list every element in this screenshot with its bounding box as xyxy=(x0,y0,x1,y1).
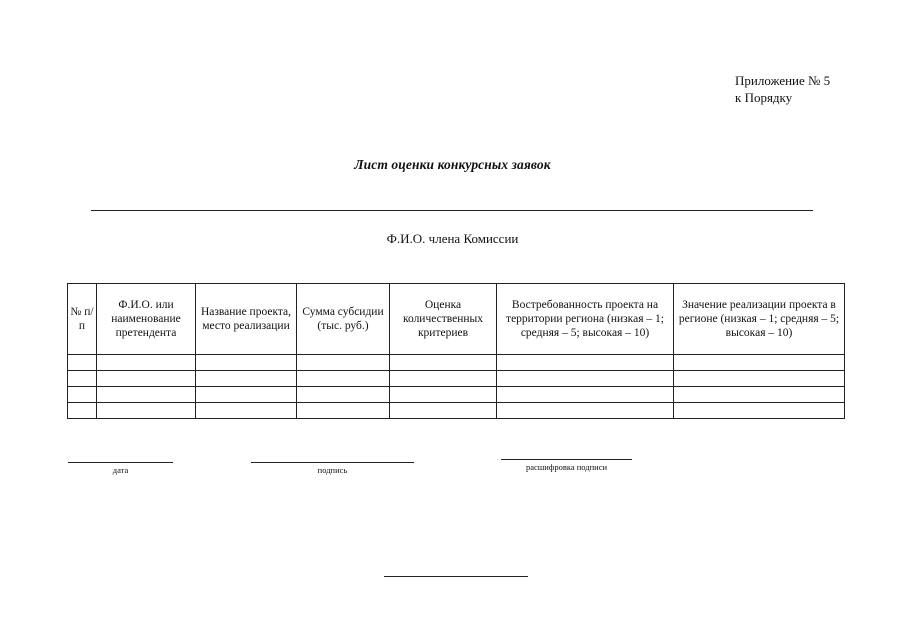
header-applicant: Ф.И.О. или наименование претендента xyxy=(97,284,196,355)
table-cell[interactable] xyxy=(297,387,390,403)
table-cell[interactable] xyxy=(497,403,674,419)
table-cell[interactable] xyxy=(297,403,390,419)
table-cell[interactable] xyxy=(196,403,297,419)
header-project-significance: Значение реализации проекта в регионе (низкая – 1; средняя – 5; высокая – 10) xyxy=(674,284,845,355)
signature-decryption-line[interactable] xyxy=(501,459,632,460)
table-cell[interactable] xyxy=(68,355,97,371)
table-cell[interactable] xyxy=(196,387,297,403)
commission-member-caption: Ф.И.О. члена Комиссии xyxy=(386,231,519,246)
date-signature-block xyxy=(68,462,173,475)
table-cell[interactable] xyxy=(497,371,674,387)
table-row xyxy=(68,355,845,371)
header-project-name: Название проекта, место реализации xyxy=(196,284,297,355)
table-cell[interactable] xyxy=(390,387,497,403)
table-row xyxy=(68,403,845,419)
table-cell[interactable] xyxy=(390,403,497,419)
date-caption: дата xyxy=(112,465,129,475)
bottom-separator-line xyxy=(384,576,528,577)
table-cell[interactable] xyxy=(497,387,674,403)
signature-decryption-caption: расшифровка подписи xyxy=(525,462,608,472)
signature-caption: подпись xyxy=(317,465,348,475)
table-cell[interactable] xyxy=(674,403,845,419)
commission-member-name-line xyxy=(91,210,813,211)
header-number: № п/ п xyxy=(68,284,97,355)
table-row xyxy=(68,387,845,403)
table-cell[interactable] xyxy=(674,387,845,403)
table-cell[interactable] xyxy=(196,355,297,371)
document-title: Лист оценки конкурсных заявок xyxy=(354,157,551,172)
table-cell[interactable] xyxy=(68,371,97,387)
table-cell[interactable] xyxy=(390,355,497,371)
table-body xyxy=(68,355,845,419)
table-cell[interactable] xyxy=(97,403,196,419)
table-cell[interactable] xyxy=(674,355,845,371)
date-line[interactable] xyxy=(68,462,173,463)
table-header-row xyxy=(68,284,845,355)
table-cell[interactable] xyxy=(97,355,196,371)
appendix-procedure: к Порядку xyxy=(735,90,793,105)
table-cell[interactable] xyxy=(390,371,497,387)
table-row xyxy=(68,371,845,387)
table-cell[interactable] xyxy=(297,371,390,387)
table-cell[interactable] xyxy=(497,355,674,371)
header-quantitative-criteria: Оценка количественных критериев xyxy=(390,284,497,355)
table-cell[interactable] xyxy=(674,371,845,387)
signature-decryption-block xyxy=(501,459,632,472)
table-cell[interactable] xyxy=(97,371,196,387)
signature-block xyxy=(251,462,414,475)
table-cell[interactable] xyxy=(297,355,390,371)
header-subsidy-amount: Сумма субсидии (тыс. руб.) xyxy=(297,284,390,355)
table-cell[interactable] xyxy=(196,371,297,387)
header-project-demand: Востребованность проекта на территории региона (низкая – 1; средняя – 5; высокая – 10) xyxy=(497,284,674,355)
appendix-reference xyxy=(735,72,830,106)
table-cell[interactable] xyxy=(68,387,97,403)
table-cell[interactable] xyxy=(68,403,97,419)
appendix-number: Приложение № 5 xyxy=(735,73,831,88)
signature-line[interactable] xyxy=(251,462,414,463)
evaluation-table xyxy=(67,283,845,419)
table-cell[interactable] xyxy=(97,387,196,403)
